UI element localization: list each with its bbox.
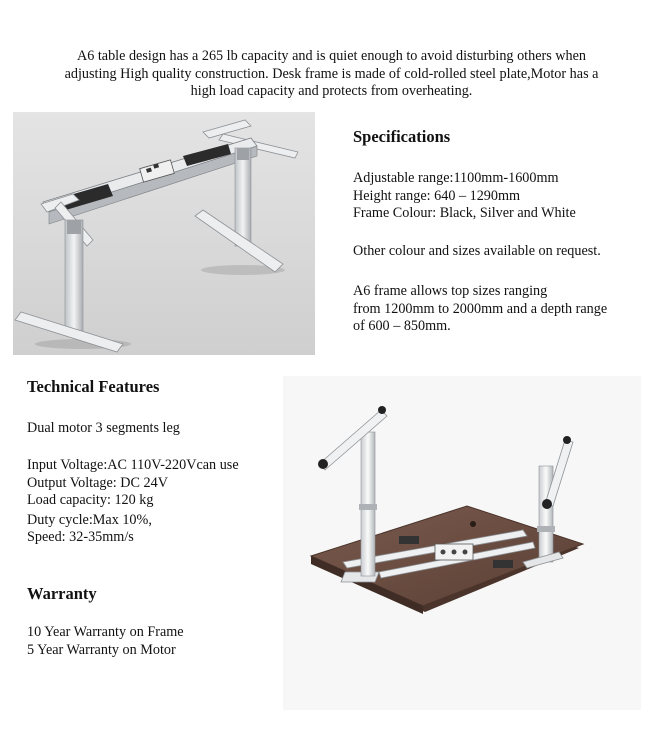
frame-illustration: [13, 112, 315, 355]
sizes-line: from 1200mm to 2000mm and a depth range: [353, 300, 608, 317]
warranty-line: 10 Year Warranty on Frame: [27, 624, 184, 640]
intro-line: adjusting High quality construction. Desk frame is made of cold-rolled steel plate,Motor has a: [64, 65, 599, 82]
spec-note: Other colour and sizes available on request.: [353, 243, 601, 259]
spec-sizes: [353, 283, 607, 336]
spec-line: Height range: 640 – 1290mm: [353, 187, 521, 204]
specifications-list: [353, 170, 576, 223]
specifications-heading: Specifications: [353, 127, 451, 146]
tech-line: Load capacity: 120 kg: [27, 492, 154, 508]
desk-illustration: [283, 376, 641, 710]
tech-line: Input Voltage:AC 110V-220Vcan use: [27, 457, 239, 473]
technical-list: [27, 457, 239, 547]
tech-line: Duty cycle:Max 10%,: [27, 511, 152, 528]
desk-product-image: [283, 376, 641, 710]
tech-line: Speed: 32-35mm/s: [27, 529, 134, 545]
intro-line: A6 table design has a 265 lb capacity and is quiet enough to avoid disturbing others when: [76, 48, 587, 64]
intro-line: high load capacity and protects from overheating.: [190, 83, 473, 99]
intro-paragraph: [22, 48, 641, 101]
warranty-line: 5 Year Warranty on Motor: [27, 641, 176, 658]
sizes-line: A6 frame allows top sizes ranging: [353, 283, 548, 299]
warranty-heading: Warranty: [27, 584, 97, 603]
sizes-line: of 600 – 850mm.: [353, 318, 451, 334]
warranty-list: [27, 624, 184, 659]
leg-type: Dual motor 3 segments leg: [27, 420, 180, 436]
technical-features-heading: Technical Features: [27, 377, 160, 396]
spec-line: Frame Colour: Black, Silver and White: [353, 205, 576, 221]
spec-line: Adjustable range:1100mm-1600mm: [353, 170, 559, 186]
tech-line: Output Voltage: DC 24V: [27, 474, 168, 491]
frame-product-image: [13, 112, 315, 355]
